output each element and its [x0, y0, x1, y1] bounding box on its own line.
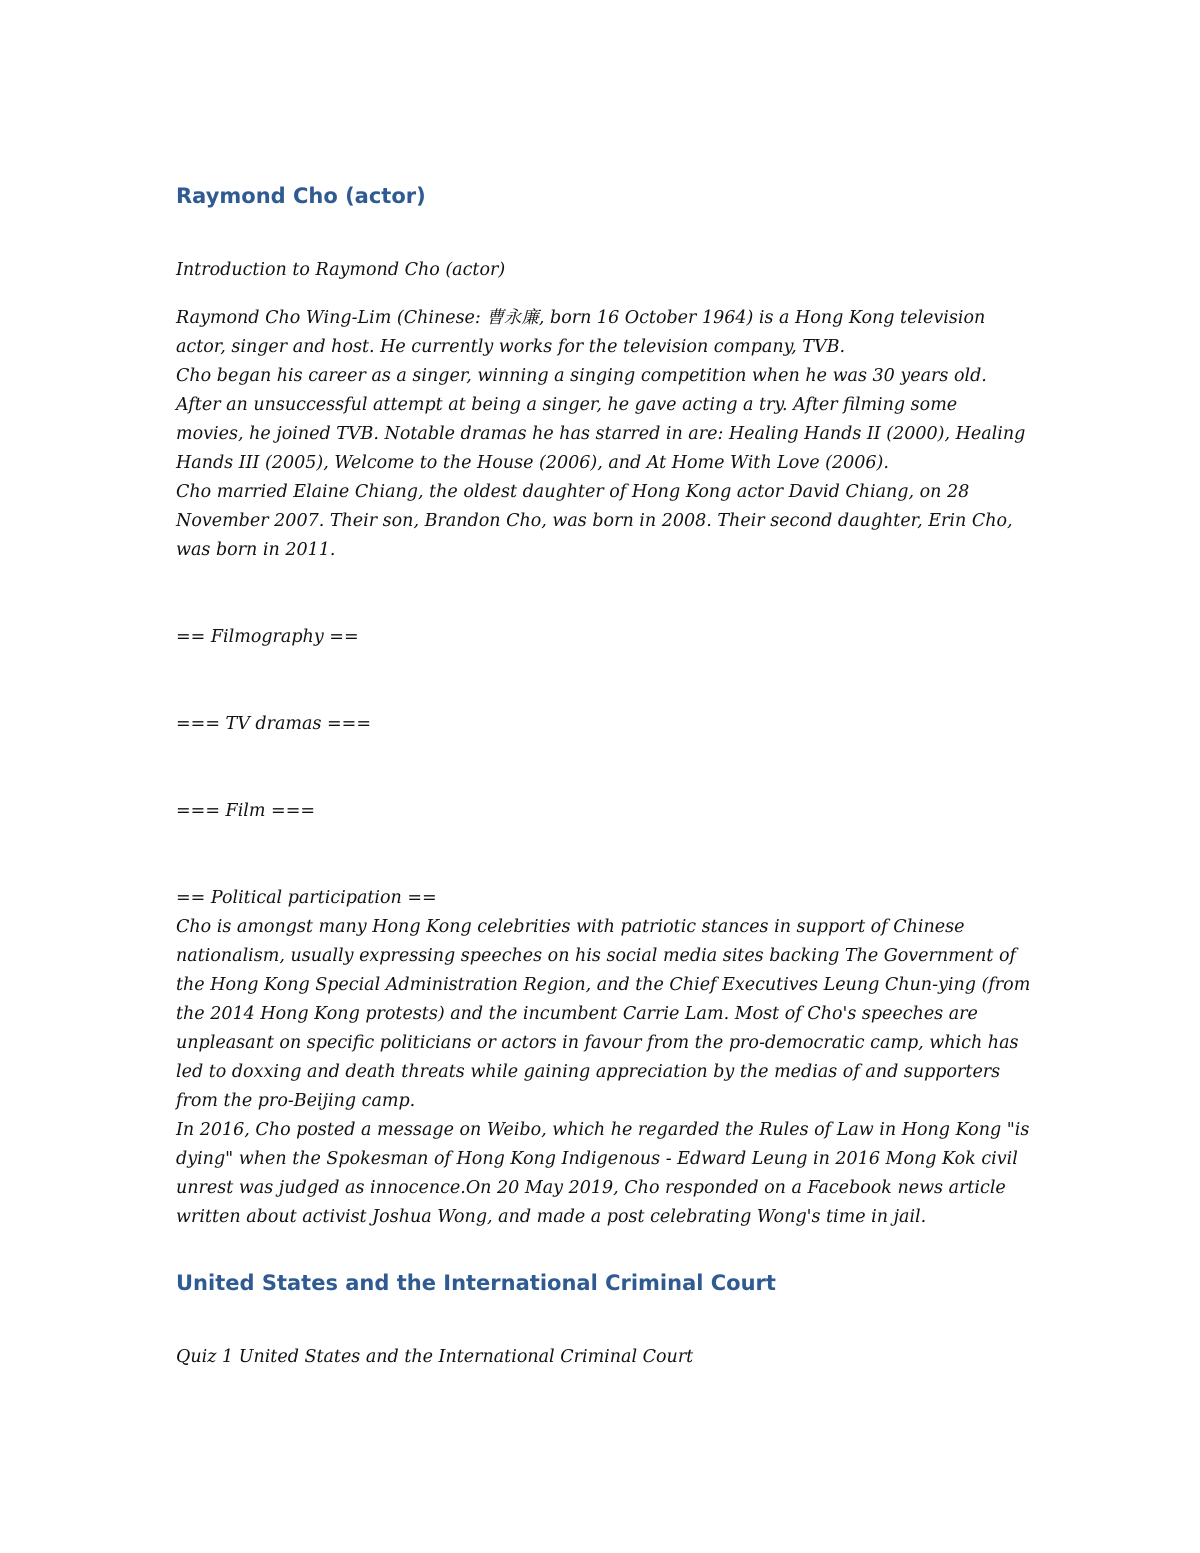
- bio-line: After an unsuccessful attempt at being a singer, he gave acting a try. After filming some: [176, 395, 958, 415]
- political-line: unpleasant on specific politicians or actors in favour from the pro-democratic camp, which has: [176, 1033, 1019, 1053]
- political-heading: == Political participation ==: [176, 888, 437, 908]
- bio-paragraph: [176, 304, 1026, 565]
- political-line: from the pro-Beijing camp.: [176, 1091, 416, 1111]
- quiz-line: Quiz 1 United States and the International Criminal Court: [176, 1347, 694, 1367]
- political-line: Cho is amongst many Hong Kong celebrities with patriotic stances in support of Chinese: [176, 917, 965, 937]
- political-line: dying" when the Spokesman of Hong Kong Indigenous - Edward Leung in 2016 Mong Kok civil: [176, 1149, 1018, 1169]
- political-line: led to doxxing and death threats while gaining appreciation by the medias of and supporters: [176, 1062, 1001, 1082]
- tv-dramas-heading: === TV dramas ===: [176, 714, 371, 734]
- political-line: written about activist Joshua Wong, and made a post celebrating Wong's time in jail.: [176, 1207, 927, 1227]
- bio-line: Cho married Elaine Chiang, the oldest daughter of Hong Kong actor David Chiang, on 28: [176, 482, 970, 502]
- article-title: Raymond Cho (actor): [176, 184, 426, 208]
- political-line: the 2014 Hong Kong protests) and the incumbent Carrie Lam. Most of Cho's speeches are: [176, 1004, 978, 1024]
- bio-line: Cho began his career as a singer, winning a singing competition when he was 30 years old.: [176, 366, 987, 386]
- bio-line: actor, singer and host. He currently works for the television company, TVB.: [176, 337, 846, 357]
- document-content: [176, 176, 1031, 1372]
- political-section: [176, 884, 1031, 1232]
- political-line: unrest was judged as innocence.On 20 May 2019, Cho responded on a Facebook news article: [176, 1178, 1006, 1198]
- second-article-title: United States and the International Criminal Court: [176, 1271, 776, 1295]
- bio-line: Hands III (2005), Welcome to the House (2006), and At Home With Love (2006).: [176, 453, 889, 473]
- intro-line: Introduction to Raymond Cho (actor): [176, 260, 506, 280]
- political-line: In 2016, Cho posted a message on Weibo, which he regarded the Rules of Law in Hong Kong "is: [176, 1120, 1030, 1140]
- bio-line: November 2007. Their son, Brandon Cho, was born in 2008. Their second daughter, Erin Cho,: [176, 511, 1013, 531]
- political-line: nationalism, usually expressing speeches on his social media sites backing The Government of: [176, 946, 1016, 966]
- filmography-heading: == Filmography ==: [176, 627, 359, 647]
- bio-line: Raymond Cho Wing-Lim (Chinese: 曹永廉, born 16 October 1964) is a Hong Kong television: [176, 308, 986, 328]
- film-heading: === Film ===: [176, 801, 316, 821]
- bio-line: was born in 2011.: [176, 540, 336, 560]
- bio-line: movies, he joined TVB. Notable dramas he has starred in are: Healing Hands II (2000), Healing: [176, 424, 1026, 444]
- political-line: the Hong Kong Special Administration Region, and the Chief Executives Leung Chun-ying (from: [176, 975, 1031, 995]
